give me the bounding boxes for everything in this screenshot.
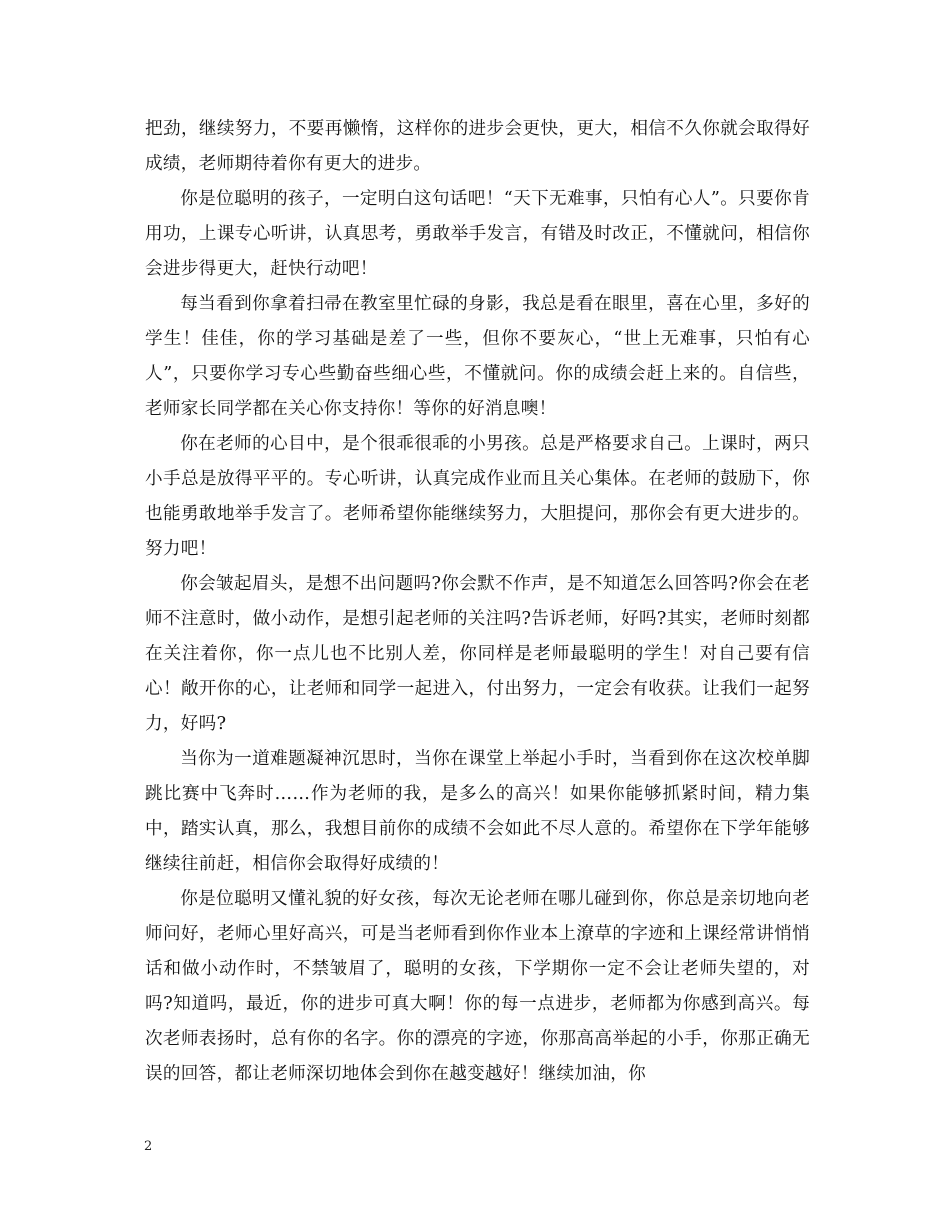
page-number: 2 bbox=[144, 1139, 153, 1154]
paragraph: 你是位聪明的孩子，一定明白这句话吧！“天下无难事，只怕有心人”。只要你肯用功，上课专心听讲，认真思考，勇敢举手发言，有错及时改正，不懂就问，相信你会进步得更大，赶快行动吧！ bbox=[145, 189, 810, 279]
paragraph-continued: 把劲，继续努力，不要再懒惰，这样你的进步会更快，更大，相信不久你就会取得好成绩，老师期待着你有更大的进步。 bbox=[145, 119, 810, 174]
paragraph: 每当看到你拿着扫帚在教室里忙碌的身影，我总是看在眼里，喜在心里，多好的学生！佳佳，你的学习基础是差了一些，但你不要灰心，“世上无难事，只怕有心人”，只要你学习专心些勤奋些细心些，不懂就问。你的成绩会赶上来的。自信些，老师家长同学都在关心你支持你！等你的好消息噢！ bbox=[145, 294, 810, 419]
paragraph: 当你为一道难题凝神沉思时，当你在课堂上举起小手时，当看到你在这次校单脚跳比赛中飞奔时……作为老师的我，是多么的高兴！如果你能够抓紧时间，精力集中，踏实认真，那么，我想目前你的成绩不会如此不尽人意的。希望你在下学年能够继续往前赶，相信你会取得好成绩的！ bbox=[145, 749, 810, 874]
body-text bbox=[145, 112, 810, 1092]
paragraph: 你在老师的心目中，是个很乖很乖的小男孩。总是严格要求自己。上课时，两只小手总是放得平平的。专心听讲，认真完成作业而且关心集体。在老师的鼓励下，你也能勇敢地举手发言了。老师希望你能继续努力，大胆提问，那你会有更大进步的。努力吧！ bbox=[145, 434, 810, 559]
paragraph: 你会皱起眉头，是想不出问题吗?你会默不作声，是不知道怎么回答吗?你会在老师不注意时，做小动作，是想引起老师的关注吗?告诉老师，好吗?其实，老师时刻都在关注着你，你一点儿也不比别人差，你同样是老师最聪明的学生！对自己要有信心！敞开你的心，让老师和同学一起进入，付出努力，一定会有收获。让我们一起努力，好吗? bbox=[145, 574, 810, 734]
paragraph: 你是位聪明又懂礼貌的好女孩，每次无论老师在哪儿碰到你，你总是亲切地向老师问好，老师心里好高兴，可是当老师看到你作业本上潦草的字迹和上课经常讲悄悄话和做小动作时，不禁皱眉了，聪明的女孩，下学期你一定不会让老师失望的，对吗?知道吗，最近，你的进步可真大啊！你的每一点进步，老师都为你感到高兴。每次老师表扬时，总有你的名字。你的漂亮的字迹，你那高高举起的小手，你那正确无误的回答，都让老师深切地体会到你在越变越好！继续加油，你 bbox=[145, 889, 810, 1084]
